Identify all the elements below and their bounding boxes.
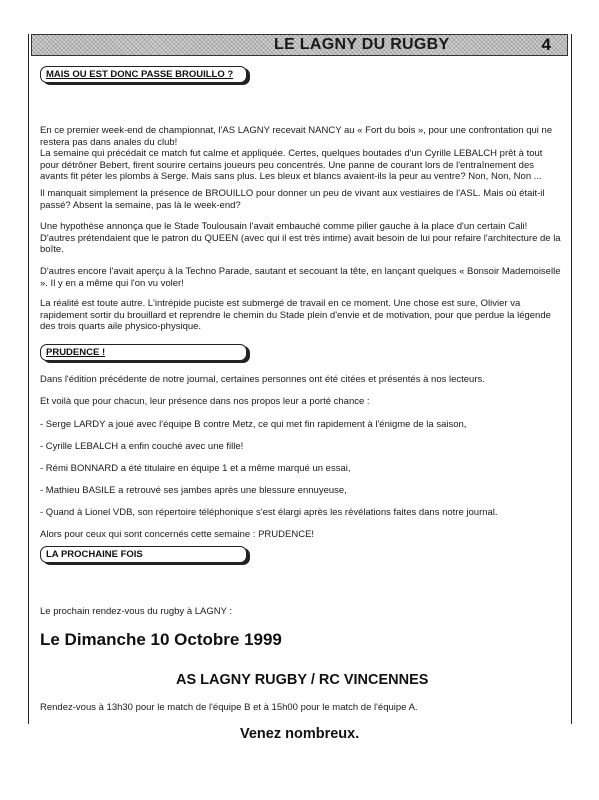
page-header [31,34,568,56]
newsletter-title: LE LAGNY DU RUGBY [274,36,450,53]
list-item: - Rémi BONNARD a été titulaire en équipe 1 et a même marqué un essai, [40,463,351,474]
paragraph: La semaine qui précédait ce match fut calme et appliquée. Certes, quelques boutades d'un Cyrille LEBALCH prêt à tout pour détrôner Bebert, firent sourire certains joueurs peu concentrés. Une panne de courant lors de l'entraînement des avants fit péter les plombs à Serge. Mais sans plus. Les bleux et blancs avaient-ils la peur au ventre? Non, Non, Non ... [40,148,543,182]
section-heading-brouillo: MAIS OU EST DONC PASSE BROUILLO ? [40,66,247,83]
section-heading-prochaine: LA PROCHAINE FOIS [40,546,247,563]
paragraph: Une hypothèse annonça que le Stade Toulousain l'avait embauché comme pilier gauche à la place d'un certain Cali! D'autres prétendaient que le patron du QUEEN (avec qui il est très intime) avait besoin de lui pour refaire l'architecture de la boîte. [40,221,561,255]
paragraph: D'autres encore l'avait aperçu à la Techno Parade, sautant et secouant la tête, en lançant quelques « Bonsoir Mademoiselle ». Il y en a même qui l'on vu voler! [40,266,561,289]
paragraph: Alors pour ceux qui sont concernés cette semaine : PRUDENCE! [40,529,315,540]
match-teams: AS LAGNY RUGBY / RC VINCENNES [176,672,429,688]
paragraph: En ce premier week-end de championnat, l'AS LAGNY recevait NANCY au « Fort du bois », pour une confrontation qui ne restera pas dans anales du club! [40,125,553,148]
list-item: - Serge LARDY a joué avec l'équipe B contre Metz, ce qui met fin rapidement à l'énigme de la saison, [40,419,467,430]
list-item: - Quand à Lionel VDB, son répertoire téléphonique s'est élargi après les révélations faites dans notre journal. [40,507,498,518]
section-heading-prudence: PRUDENCE ! [40,344,247,361]
paragraph: Dans l'édition précédente de notre journal, certaines personnes ont été citées et présentés à nos lecteurs. [40,374,485,385]
list-item: - Cyrille LEBALCH a enfin couché avec une fille! [40,441,244,452]
page-number: 4 [541,35,551,54]
closing-line: Venez nombreux. [240,726,360,742]
paragraph: Et voilà que pour chacun, leur présence dans nos propos leur a porté chance : [40,396,370,407]
paragraph: La réalité est toute autre. L'intrépide puciste est submergé de travail en ce moment. Une chose est sure, Olivier va rapidement sortir du brouillard et reprendre le chemin du Stade plein d'envie et de motivation, pour que perdue la légende des trois quarts aile physico-physique. [40,298,551,332]
match-date: Le Dimanche 10 Octobre 1999 [40,630,282,649]
paragraph: Il manquait simplement la présence de BROUILLO pour donner un peu de vivant aux vestiaires de l'ASL. Mais où était-il passé? Absent la semaine, pas là le week-end? [40,188,545,211]
list-item: - Mathieu BASILE a retrouvé ses jambes après une blessure ennuyeuse, [40,485,347,496]
next-meeting-intro: Le prochain rendez-vous du rugby à LAGNY : [40,606,233,617]
match-schedule: Rendez-vous à 13h30 pour le match de l'équipe B et à 15h00 pour le match de l'équipe A. [40,702,418,713]
